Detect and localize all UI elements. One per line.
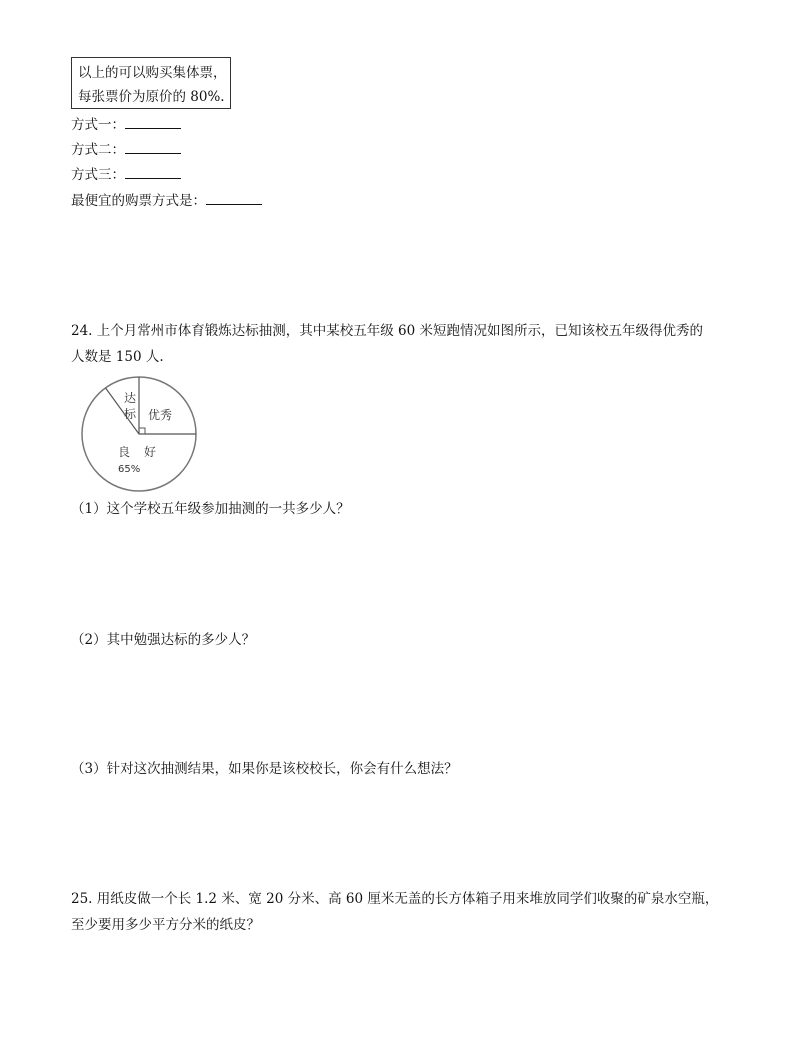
pie-chart bbox=[74, 372, 204, 496]
cheapest-row bbox=[71, 190, 262, 212]
method-3-label: 方式三： bbox=[71, 167, 125, 183]
cheapest-answer-blank[interactable] bbox=[206, 192, 262, 205]
group-ticket-notice-box bbox=[71, 57, 231, 109]
method-2-label: 方式二： bbox=[71, 142, 125, 158]
method-2-row bbox=[71, 139, 181, 161]
q25-text-line-1: 25. 用纸皮做一个长 1.2 米、宽 20 分米、高 60 厘米无盖的长方体箱子用来堆放同学们收聚的矿泉水空瓶， bbox=[71, 891, 719, 907]
method-2-answer-blank[interactable] bbox=[125, 141, 181, 154]
method-1-row bbox=[71, 114, 181, 136]
notice-line-1: 以上的可以购买集体票， bbox=[78, 65, 227, 81]
notice-line-2: 每张票价为原价的 80%. bbox=[78, 89, 225, 105]
slice-label-dabiao-2: 标 bbox=[124, 407, 137, 421]
slice-label-dabiao-1: 达 bbox=[124, 391, 137, 405]
q24-text-line-1: 24. 上个月常州市体育锻炼达标抽测，其中某校五年级 60 米短跑情况如图所示，已知该校五年级得优秀的 bbox=[71, 323, 704, 339]
q25-text-line-2: 至少要用多少平方分米的纸皮？ bbox=[71, 917, 260, 933]
slice-label-liang: 良 bbox=[118, 445, 131, 459]
method-1-label: 方式一： bbox=[71, 117, 125, 133]
slice-label-hao: 好 bbox=[144, 445, 157, 459]
method-3-answer-blank[interactable] bbox=[125, 166, 181, 179]
q24-sub-question-3: （3）针对这次抽测结果，如果你是该校校长，你会有什么想法？ bbox=[71, 761, 458, 777]
q24-sub-question-1: （1）这个学校五年级参加抽测的一共多少人？ bbox=[71, 501, 350, 517]
q24-sub-question-2: （2）其中勉强达标的多少人？ bbox=[71, 632, 256, 648]
method-1-answer-blank[interactable] bbox=[125, 116, 181, 129]
cheapest-label: 最便宜的购票方式是： bbox=[71, 193, 206, 209]
method-3-row bbox=[71, 164, 181, 186]
q24-text-line-2: 人数是 150 人. bbox=[71, 349, 164, 365]
slice-label-youxiu: 优秀 bbox=[148, 408, 173, 422]
slice-data-label-65: 65% bbox=[118, 464, 141, 475]
right-angle-mark bbox=[139, 428, 145, 434]
